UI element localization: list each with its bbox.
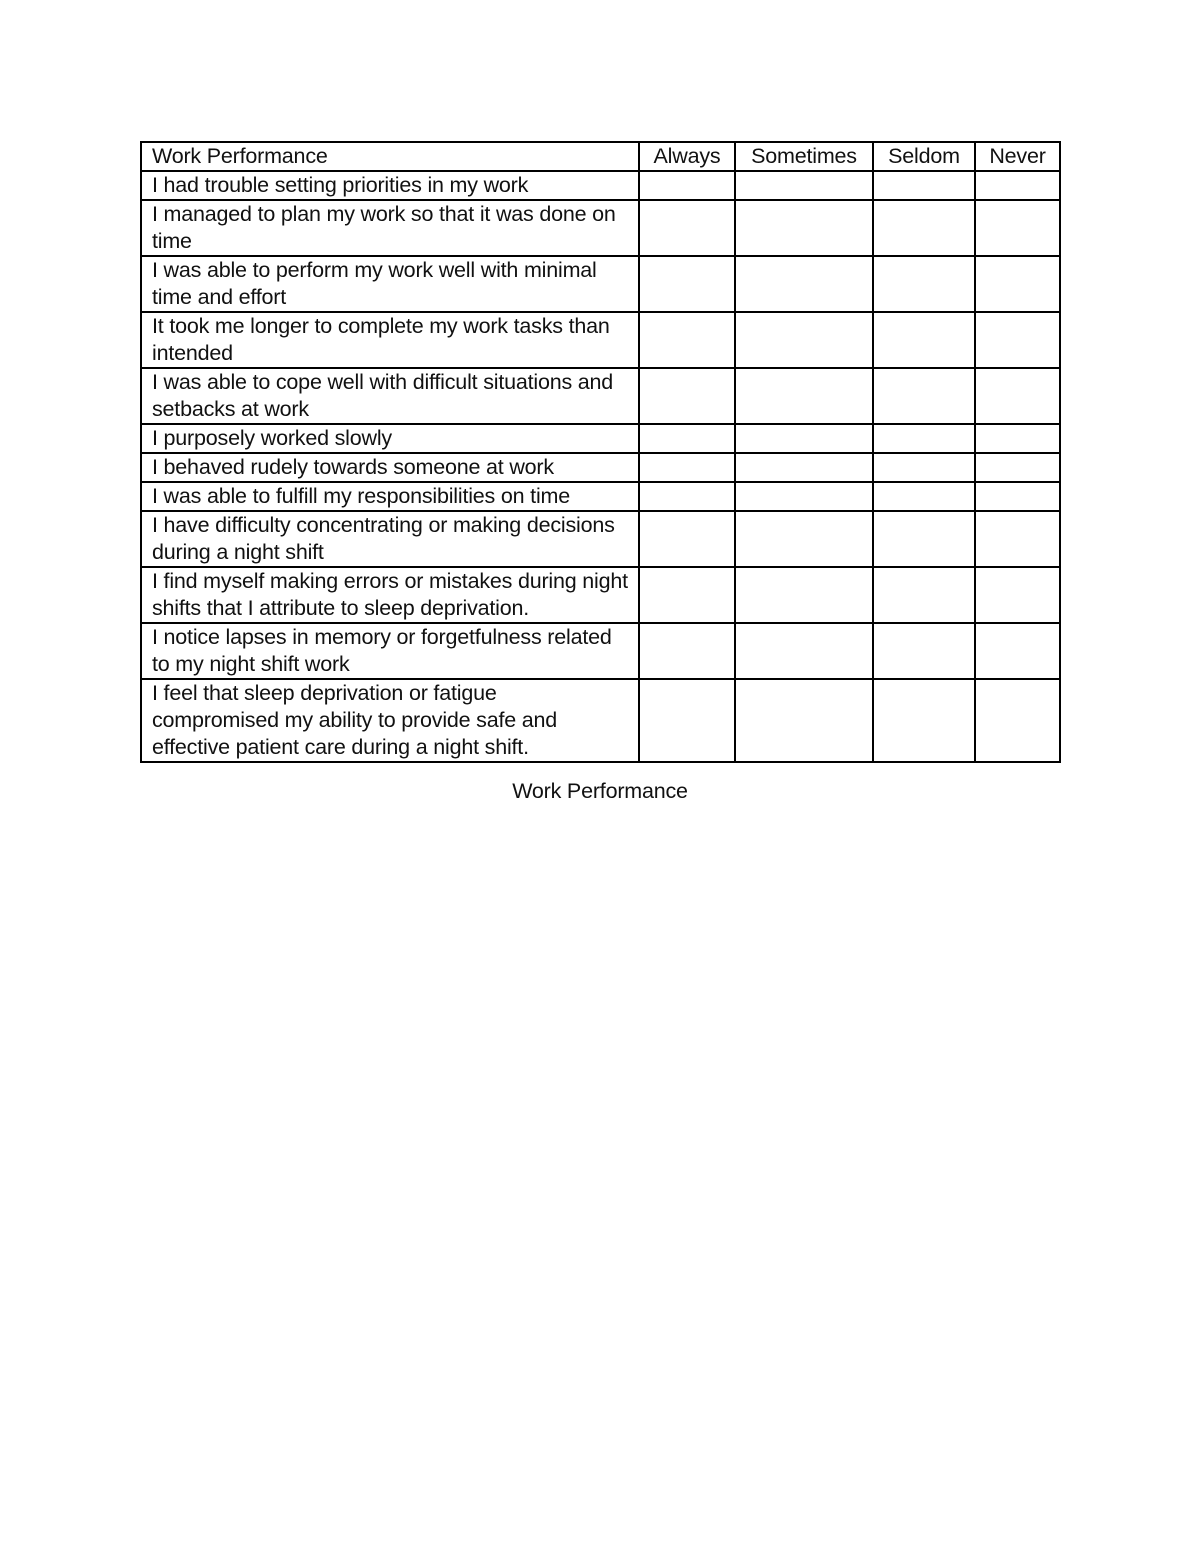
answer-cell-never[interactable]	[975, 567, 1060, 623]
header-option-never: Never	[975, 142, 1060, 171]
answer-cell-never[interactable]	[975, 623, 1060, 679]
answer-cell-sometimes[interactable]	[735, 312, 873, 368]
answer-cell-always[interactable]	[639, 200, 735, 256]
answer-cell-always[interactable]	[639, 424, 735, 453]
statement-cell: I was able to cope well with difficult situations and setbacks at work	[141, 368, 639, 424]
answer-cell-seldom[interactable]	[873, 368, 975, 424]
answer-cell-sometimes[interactable]	[735, 256, 873, 312]
table-header-row	[141, 142, 1060, 171]
answer-cell-sometimes[interactable]	[735, 623, 873, 679]
answer-cell-never[interactable]	[975, 679, 1060, 762]
statement-cell: I had trouble setting priorities in my work	[141, 171, 639, 200]
answer-cell-sometimes[interactable]	[735, 453, 873, 482]
statement-cell: I managed to plan my work so that it was done on time	[141, 200, 639, 256]
answer-cell-always[interactable]	[639, 482, 735, 511]
table-row	[141, 424, 1060, 453]
table-row	[141, 482, 1060, 511]
answer-cell-never[interactable]	[975, 424, 1060, 453]
table-row	[141, 679, 1060, 762]
answer-cell-always[interactable]	[639, 453, 735, 482]
answer-cell-seldom[interactable]	[873, 679, 975, 762]
statement-cell: I behaved rudely towards someone at work	[141, 453, 639, 482]
answer-cell-never[interactable]	[975, 453, 1060, 482]
answer-cell-seldom[interactable]	[873, 567, 975, 623]
answer-cell-always[interactable]	[639, 256, 735, 312]
answer-cell-sometimes[interactable]	[735, 679, 873, 762]
header-option-always: Always	[639, 142, 735, 171]
table-row	[141, 511, 1060, 567]
work-performance-table	[140, 141, 1061, 763]
answer-cell-never[interactable]	[975, 368, 1060, 424]
answer-cell-seldom[interactable]	[873, 453, 975, 482]
answer-cell-seldom[interactable]	[873, 200, 975, 256]
answer-cell-never[interactable]	[975, 200, 1060, 256]
statement-cell: I feel that sleep deprivation or fatigue compromised my ability to provide safe and effective patient care during a night shift.	[141, 679, 639, 762]
answer-cell-seldom[interactable]	[873, 171, 975, 200]
answer-cell-always[interactable]	[639, 368, 735, 424]
answer-cell-never[interactable]	[975, 511, 1060, 567]
statement-cell: It took me longer to complete my work tasks than intended	[141, 312, 639, 368]
answer-cell-sometimes[interactable]	[735, 511, 873, 567]
table-caption: Work Performance	[512, 779, 688, 803]
table-row	[141, 368, 1060, 424]
answer-cell-sometimes[interactable]	[735, 171, 873, 200]
answer-cell-never[interactable]	[975, 312, 1060, 368]
answer-cell-sometimes[interactable]	[735, 567, 873, 623]
answer-cell-seldom[interactable]	[873, 623, 975, 679]
table-row	[141, 567, 1060, 623]
answer-cell-never[interactable]	[975, 171, 1060, 200]
answer-cell-seldom[interactable]	[873, 312, 975, 368]
answer-cell-sometimes[interactable]	[735, 368, 873, 424]
answer-cell-never[interactable]	[975, 482, 1060, 511]
statement-cell: I have difficulty concentrating or making decisions during a night shift	[141, 511, 639, 567]
statement-cell: I find myself making errors or mistakes during night shifts that I attribute to sleep deprivation.	[141, 567, 639, 623]
statement-cell: I notice lapses in memory or forgetfulness related to my night shift work	[141, 623, 639, 679]
answer-cell-always[interactable]	[639, 171, 735, 200]
answer-cell-always[interactable]	[639, 623, 735, 679]
answer-cell-seldom[interactable]	[873, 511, 975, 567]
answer-cell-seldom[interactable]	[873, 482, 975, 511]
answer-cell-seldom[interactable]	[873, 424, 975, 453]
header-item-label: Work Performance	[141, 142, 639, 171]
answer-cell-seldom[interactable]	[873, 256, 975, 312]
header-option-seldom: Seldom	[873, 142, 975, 171]
answer-cell-always[interactable]	[639, 511, 735, 567]
answer-cell-always[interactable]	[639, 679, 735, 762]
answer-cell-never[interactable]	[975, 256, 1060, 312]
table-row	[141, 171, 1060, 200]
table-row	[141, 200, 1060, 256]
table-row	[141, 256, 1060, 312]
answer-cell-sometimes[interactable]	[735, 200, 873, 256]
table-row	[141, 453, 1060, 482]
answer-cell-sometimes[interactable]	[735, 482, 873, 511]
header-option-sometimes: Sometimes	[735, 142, 873, 171]
table-row	[141, 623, 1060, 679]
answer-cell-sometimes[interactable]	[735, 424, 873, 453]
statement-cell: I purposely worked slowly	[141, 424, 639, 453]
answer-cell-always[interactable]	[639, 567, 735, 623]
statement-cell: I was able to perform my work well with minimal time and effort	[141, 256, 639, 312]
statement-cell: I was able to fulfill my responsibilities on time	[141, 482, 639, 511]
table-row	[141, 312, 1060, 368]
answer-cell-always[interactable]	[639, 312, 735, 368]
